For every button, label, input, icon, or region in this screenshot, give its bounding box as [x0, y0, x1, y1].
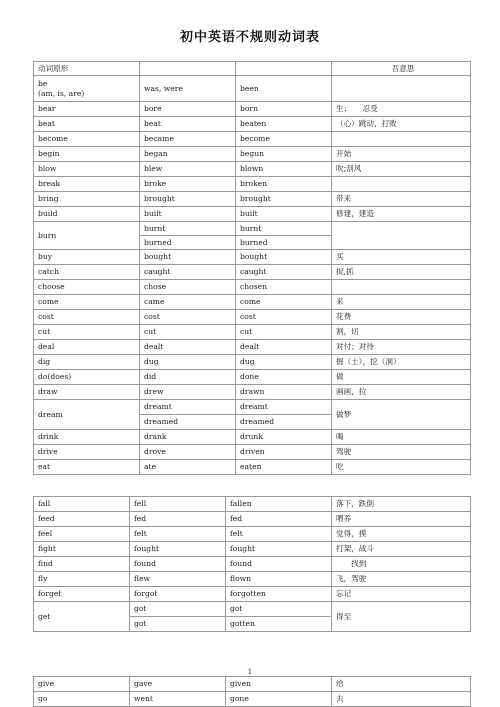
base-form-cell: find [34, 557, 130, 572]
base-form-cell: buy [34, 250, 140, 265]
base-form-cell: fight [34, 542, 130, 557]
past-participle-cell: dreamed [236, 415, 332, 430]
past-participle-cell: burned [236, 236, 332, 250]
meaning-cell: 忘记 [332, 587, 471, 602]
header-past [140, 62, 236, 76]
table-row [34, 527, 471, 542]
table-row [34, 117, 471, 132]
past-tense-cell: drank [140, 430, 236, 445]
past-participle-cell: dug [236, 355, 332, 370]
past-tense-cell: flew [130, 572, 226, 587]
table-row [34, 340, 471, 355]
past-participle-cell: forgotten [226, 587, 332, 602]
base-form-cell: build [34, 207, 140, 222]
meaning-cell: 来 [332, 295, 471, 310]
table-row [34, 370, 471, 385]
past-participle-cell: found [226, 557, 332, 572]
past-participle-cell: cut [236, 325, 332, 340]
meaning-cell: 做梦 [332, 400, 471, 430]
table-row [34, 265, 471, 280]
table-row [34, 557, 471, 572]
table-row [34, 192, 471, 207]
meaning-cell: 捉,抓 [332, 265, 471, 280]
past-tense-cell: dug [140, 355, 236, 370]
base-form-cell: bring [34, 192, 140, 207]
past-participle-cell: bought [236, 250, 332, 265]
meaning-cell: 开始 [332, 147, 471, 162]
table-row [34, 162, 471, 177]
base-form-cell: cost [34, 310, 140, 325]
past-tense-cell: did [140, 370, 236, 385]
meaning-cell: 喝 [332, 430, 471, 445]
table-row [34, 400, 471, 415]
past-tense-cell: was, were [140, 76, 236, 102]
verb-table-page-2 [33, 676, 471, 707]
past-tense-cell: fought [130, 542, 226, 557]
meaning-cell: 给 [332, 677, 471, 692]
base-form-cell: choose [34, 280, 140, 295]
verb-table [33, 61, 471, 475]
past-participle-cell: fought [226, 542, 332, 557]
past-participle-cell: drunk [236, 430, 332, 445]
meaning-cell [332, 177, 471, 192]
base-form-cell: eat [34, 460, 140, 475]
past-tense-cell: brought [140, 192, 236, 207]
past-participle-cell: flown [226, 572, 332, 587]
table-row [34, 207, 471, 222]
past-tense-cell: got [130, 602, 226, 617]
past-tense-cell: got [130, 617, 226, 632]
table-row [34, 587, 471, 602]
past-tense-cell: bore [140, 102, 236, 117]
past-tense-cell: broke [140, 177, 236, 192]
past-participle-cell: done [236, 370, 332, 385]
past-tense-cell: ate [140, 460, 236, 475]
meaning-cell: 掘（土），挖（洞） [332, 355, 471, 370]
base-form-cell: bear [34, 102, 140, 117]
base-form-cell: catch [34, 265, 140, 280]
base-form-cell: deal [34, 340, 140, 355]
base-form-cell: drive [34, 445, 140, 460]
table-row [34, 355, 471, 370]
table-row [34, 177, 471, 192]
document-title: 初中英语不规则动词表 [179, 30, 320, 45]
verb-table-continued [33, 496, 471, 632]
table-row [34, 497, 471, 512]
table-row [34, 325, 471, 340]
base-form-cell: become [34, 132, 140, 147]
meaning-cell: 带来 [332, 192, 471, 207]
table-row [34, 147, 471, 162]
page-number: 1 [247, 668, 253, 676]
meaning-cell: 觉得，摸 [332, 527, 471, 542]
meaning-cell: 驾驶 [332, 445, 471, 460]
past-tense-cell: began [140, 147, 236, 162]
past-tense-cell: chose [140, 280, 236, 295]
past-tense-cell: came [140, 295, 236, 310]
past-participle-cell: brought [236, 192, 332, 207]
past-tense-cell: gave [130, 677, 226, 692]
base-form-cell: cut [34, 325, 140, 340]
meaning-cell: 修建，建造 [332, 207, 471, 222]
meaning-cell: 得至 [332, 602, 471, 632]
past-participle-cell: felt [226, 527, 332, 542]
meaning-cell: 做 [332, 370, 471, 385]
past-tense-cell: felt [130, 527, 226, 542]
meaning-cell: 打架，战斗 [332, 542, 471, 557]
header-meaning: 吾意思 [332, 62, 471, 76]
past-participle-cell: driven [236, 445, 332, 460]
past-tense-cell: beat [140, 117, 236, 132]
table-header-row [34, 62, 471, 76]
table-body [34, 76, 471, 475]
meaning-cell [332, 76, 471, 102]
past-tense-cell: found [130, 557, 226, 572]
past-participle-cell: dealt [236, 340, 332, 355]
past-tense-cell: caught [140, 265, 236, 280]
base-form-cell: come [34, 295, 140, 310]
table-row [34, 512, 471, 527]
past-participle-cell: broken [236, 177, 332, 192]
base-form-cell: feed [34, 512, 130, 527]
meaning-cell: 找到 [332, 557, 471, 572]
table-row [34, 677, 471, 692]
past-participle-cell: blown [236, 162, 332, 177]
base-form-cell: feel [34, 527, 130, 542]
meaning-cell: 飞，驾驶 [332, 572, 471, 587]
base-form-cell: draw [34, 385, 140, 400]
table-row [34, 542, 471, 557]
meaning-cell: 喂养 [332, 512, 471, 527]
past-tense-cell: dealt [140, 340, 236, 355]
past-tense-cell: forgot [130, 587, 226, 602]
past-participle-cell: become [236, 132, 332, 147]
past-tense-cell: burned [140, 236, 236, 250]
table-row [34, 132, 471, 147]
base-form-cell: go [34, 692, 130, 707]
base-form-cell: drink [34, 430, 140, 445]
meaning-cell: 买 [332, 250, 471, 265]
past-tense-cell: blew [140, 162, 236, 177]
past-tense-cell: dreamt [140, 400, 236, 415]
table-row [34, 76, 471, 102]
base-form-cell: give [34, 677, 130, 692]
base-form-cell: begin [34, 147, 140, 162]
past-participle-cell: got [226, 602, 332, 617]
base-form-cell: be (am, is, are) [34, 76, 140, 102]
past-tense-cell: went [130, 692, 226, 707]
past-tense-cell: drove [140, 445, 236, 460]
table-row [34, 250, 471, 265]
table-row [34, 445, 471, 460]
past-participle-cell: drawn [236, 385, 332, 400]
table-row [34, 460, 471, 475]
base-form-cell: get [34, 602, 130, 632]
past-participle-cell: gone [226, 692, 332, 707]
meaning-cell [332, 280, 471, 295]
base-form-cell: beat [34, 117, 140, 132]
table-row [34, 692, 471, 707]
past-tense-cell: bought [140, 250, 236, 265]
past-tense-cell: burnt [140, 222, 236, 236]
meaning-cell: 吹;刮风 [332, 162, 471, 177]
past-participle-cell: caught [236, 265, 332, 280]
table-row [34, 102, 471, 117]
past-participle-cell: built [236, 207, 332, 222]
meaning-cell: 对付；对待 [332, 340, 471, 355]
past-participle-cell: been [236, 76, 332, 102]
past-participle-cell: given [226, 677, 332, 692]
meaning-cell: 花费 [332, 310, 471, 325]
header-base-form: 动词原形 [34, 62, 140, 76]
past-tense-cell: became [140, 132, 236, 147]
past-participle-cell: burnt [236, 222, 332, 236]
past-tense-cell: cut [140, 325, 236, 340]
meaning-cell: 画画，拉 [332, 385, 471, 400]
base-form-cell: dream [34, 400, 140, 430]
past-tense-cell: drew [140, 385, 236, 400]
meaning-cell: 吃 [332, 460, 471, 475]
past-tense-cell: built [140, 207, 236, 222]
table-row [34, 310, 471, 325]
header-past-participle [236, 62, 332, 76]
table-body [34, 497, 471, 632]
table-row [34, 572, 471, 587]
past-tense-cell: fed [130, 512, 226, 527]
base-form-cell: do(does) [34, 370, 140, 385]
base-form-cell: blow [34, 162, 140, 177]
meaning-cell: 割，切 [332, 325, 471, 340]
table-row [34, 222, 471, 236]
table-body [34, 677, 471, 707]
past-participle-cell: gotten [226, 617, 332, 632]
past-participle-cell: chosen [236, 280, 332, 295]
table-row [34, 295, 471, 310]
base-form-cell: burn [34, 222, 140, 250]
table-row [34, 602, 471, 617]
meaning-cell [332, 132, 471, 147]
meaning-cell [332, 222, 471, 250]
table-row [34, 430, 471, 445]
past-participle-cell: begun [236, 147, 332, 162]
past-participle-cell: fallen [226, 497, 332, 512]
base-form-cell: forget [34, 587, 130, 602]
past-participle-cell: born [236, 102, 332, 117]
past-participle-cell: beaten [236, 117, 332, 132]
base-form-cell: fall [34, 497, 130, 512]
past-participle-cell: dreamt [236, 400, 332, 415]
base-form-cell: fly [34, 572, 130, 587]
meaning-cell: （心）跳动，打败 [332, 117, 471, 132]
past-tense-cell: fell [130, 497, 226, 512]
past-participle-cell: eaten [236, 460, 332, 475]
past-participle-cell: cost [236, 310, 332, 325]
table-row [34, 385, 471, 400]
base-form-cell: dig [34, 355, 140, 370]
meaning-cell: 去 [332, 692, 471, 707]
table-row [34, 280, 471, 295]
past-tense-cell: dreamed [140, 415, 236, 430]
past-participle-cell: come [236, 295, 332, 310]
meaning-cell: 落下，跌倒 [332, 497, 471, 512]
past-tense-cell: cost [140, 310, 236, 325]
meaning-cell: 生； 忍受 [332, 102, 471, 117]
past-participle-cell: fed [226, 512, 332, 527]
base-form-cell: break [34, 177, 140, 192]
